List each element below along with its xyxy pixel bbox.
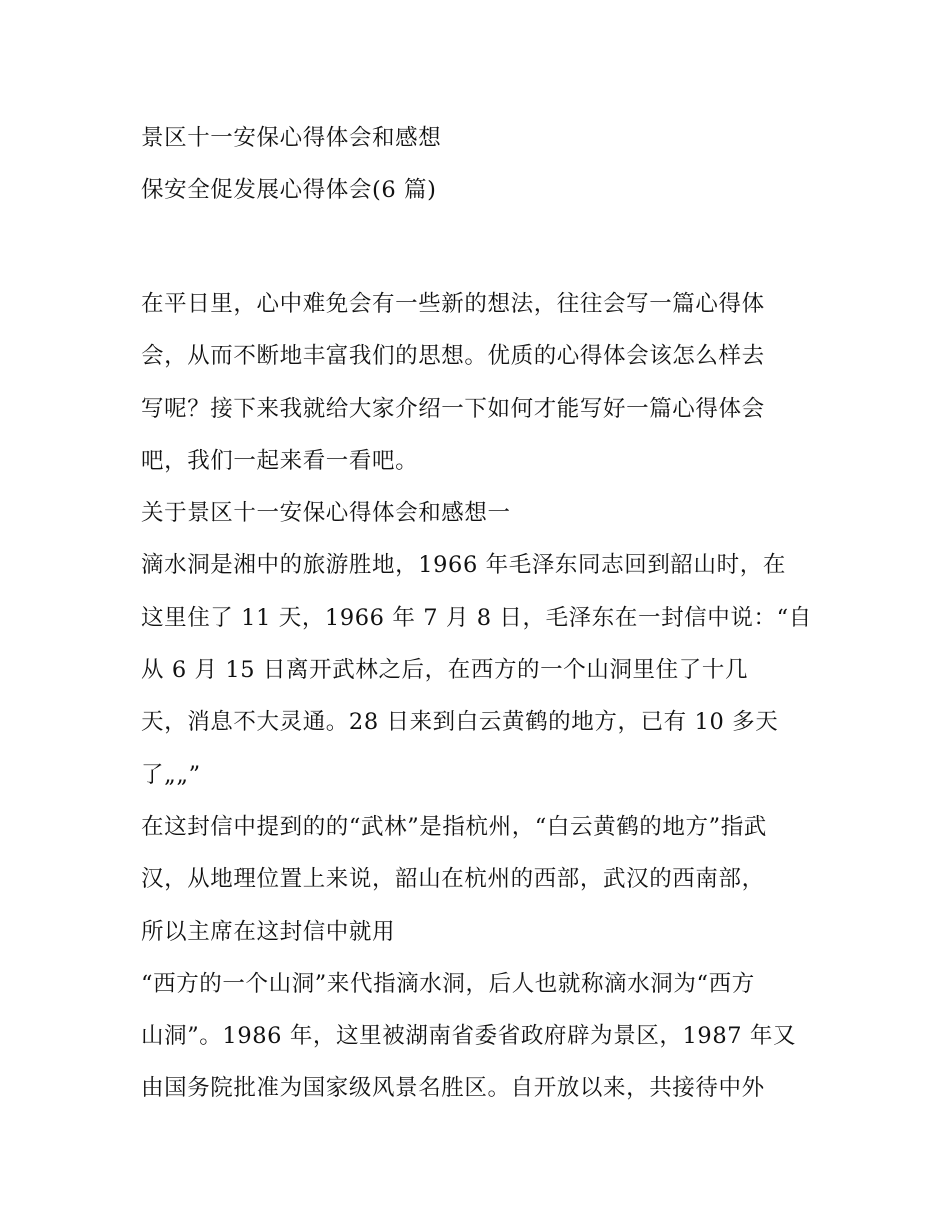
body-line-8: 从 6 月 15 日离开武林之后，在西方的一个山洞里住了十几 <box>141 657 749 684</box>
document-title <box>141 112 821 217</box>
body-line-12: 汉，从地理位置上来说，韶山在杭州的西部，武汉的西南部， <box>141 866 765 893</box>
body-line-10: 了„„” <box>141 761 201 788</box>
body-line-11: 在这封信中提到的的“武林”是指杭州，“白云黄鹤的地方”指武 <box>141 813 767 840</box>
section-heading: 关于景区十一安保心得体会和感想一 <box>141 500 511 527</box>
body-line-2: 会，从而不断地丰富我们的思想。优质的心得体会该怎么样去 <box>141 343 765 370</box>
document-body <box>141 278 821 1115</box>
body-line-1: 在平日里，心中难免会有一些新的想法，往往会写一篇心得体 <box>141 291 765 317</box>
body-line-3: 写呢？接下来我就给大家介绍一下如何才能写好一篇心得体会 <box>141 395 765 422</box>
body-line-7: 这里住了 11 天，1966 年 7 月 8 日，毛泽东在一封信中说：“自 <box>141 604 812 631</box>
body-line-14: “西方的一个山洞”来代指滴水洞，后人也就称滴水洞为“西方 <box>141 970 755 997</box>
title-line-2: 保安全促发展心得体会(6 篇) <box>141 177 437 204</box>
body-line-6: 滴水洞是湘中的旅游胜地，1966 年毛泽东同志回到韶山时，在 <box>141 552 786 579</box>
title-line-1: 景区十一安保心得体会和感想 <box>141 125 442 151</box>
body-line-16: 由国务院批准为国家级风景名胜区。自开放以来，共接待中外 <box>141 1075 765 1102</box>
body-line-9: 天，消息不大灵通。28 日来到白云黄鹤的地方，已有 10 多天 <box>141 709 779 736</box>
body-line-4: 吧，我们一起来看一看吧。 <box>141 447 419 474</box>
body-line-15: 山洞”。1986 年，这里被湖南省委省政府辟为景区，1987 年又 <box>141 1023 797 1050</box>
body-line-13: 所以主席在这封信中就用 <box>141 918 396 945</box>
